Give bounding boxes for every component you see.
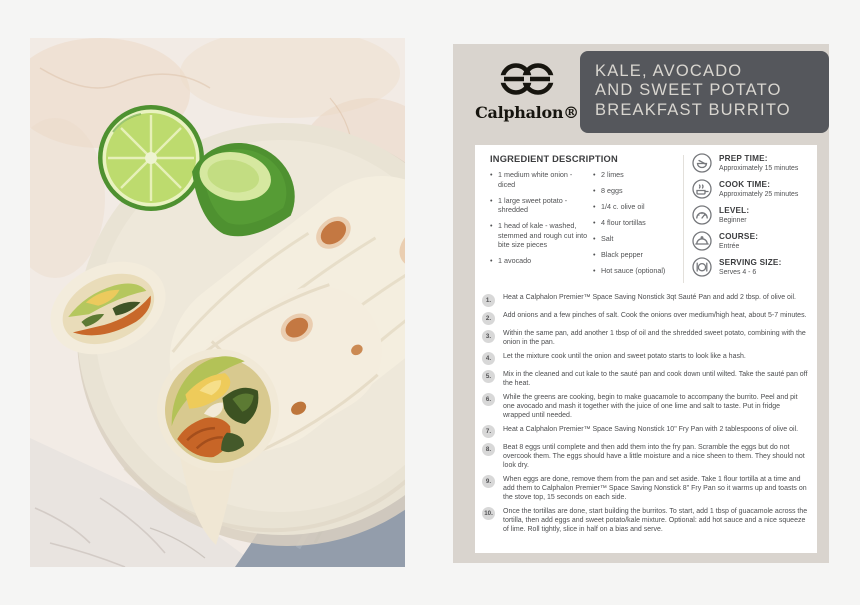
step-number-badge: 2.: [482, 312, 495, 325]
ingredients-heading: INGREDIENT DESCRIPTION: [490, 154, 618, 164]
brand-block: [475, 58, 579, 122]
ingredient-item: • 1/4 c. olive oil: [593, 202, 679, 212]
step-text: Heat a Calphalon Premier™ Space Saving Nonstick 10" Fry Pan with 2 tablespoons of olive oil.: [503, 425, 799, 433]
step-number-badge: 1.: [482, 294, 495, 307]
recipe-card: [475, 145, 817, 553]
ingredient-item: • Salt: [593, 234, 679, 244]
prep-time-icon: [692, 153, 712, 173]
calphalon-logo-icon: [499, 58, 555, 102]
step-number-badge: 7.: [482, 425, 495, 438]
instruction-step: [482, 370, 808, 388]
instruction-step: [482, 329, 808, 347]
instruction-step: [482, 393, 808, 420]
burrito-photo-illustration: [30, 38, 405, 567]
step-text: While the greens are cooking, begin to make guacamole to accompany the burrito. Peel and pit one avocado and mash it together with the juice of one lime and salt to taste. Put in fridge wrapped until needed.: [503, 393, 798, 419]
step-text: Within the same pan, add another 1 tbsp of oil and the shredded sweet potato, combining with the onion in the pan.: [503, 330, 806, 347]
info-value: Approximately 15 minutes: [719, 164, 799, 172]
brand-name: Calphalon®: [475, 103, 579, 122]
info-label: COURSE:: [719, 232, 759, 241]
vertical-divider: [683, 155, 684, 283]
ingredient-item: • 1 avocado: [490, 256, 591, 266]
step-number-badge: 5.: [482, 370, 495, 383]
instruction-step: [482, 293, 808, 307]
ingredient-item: • 1 large sweet potato - shredded: [490, 196, 591, 215]
info-label: LEVEL:: [719, 206, 750, 215]
step-number-badge: 9.: [482, 475, 495, 488]
info-label: SERVING SIZE:: [719, 258, 782, 267]
info-value: Entrée: [719, 242, 740, 250]
step-number-badge: 10.: [482, 507, 495, 520]
ingredient-item: • 8 eggs: [593, 186, 679, 196]
instruction-step: [482, 507, 808, 534]
step-text: When eggs are done, remove them from the pan and set aside. Take 1 flour tortilla at a time and add them to Calphalon Premier™ Space Saving Nonstick 8" Fry Pan so it warms up and toasts on the stove top, 15 seconds on each side.: [503, 475, 807, 501]
recipe-panel: [453, 44, 829, 563]
info-item-course: [692, 231, 812, 251]
instruction-step: [482, 475, 808, 502]
step-text: Heat a Calphalon Premier™ Space Saving Nonstick 3qt Sauté Pan and add 2 tbsp. of olive oil.: [503, 294, 797, 301]
step-number-badge: 8.: [482, 443, 495, 456]
ingredients-column-2: [593, 170, 679, 282]
course-icon: [692, 231, 712, 251]
info-item-level: [692, 205, 812, 225]
info-item-prep-time: [692, 153, 812, 173]
step-text: Mix in the cleaned and cut kale to the sauté pan and cook down until wilted. Take the sauté pan off the heat.: [503, 370, 808, 387]
step-text: Let the mixture cook until the onion and sweet potato starts to look like a hash.: [503, 352, 746, 360]
info-value: Approximately 25 minutes: [719, 190, 799, 198]
info-item-serving-size: [692, 257, 812, 277]
step-number-badge: 4.: [482, 352, 495, 365]
instruction-step: [482, 425, 808, 439]
serving-size-icon: [692, 257, 712, 277]
step-text: Beat 8 eggs until complete and then add them into the fry pan. Scramble the eggs but do not overcook them. The eggs should have a little moisture and a nice sheen to them. They should not look dry.: [503, 443, 805, 469]
title-line-3: BREAKFAST BURRITO: [595, 100, 791, 119]
ingredient-item: • Hot sauce (optional): [593, 266, 679, 276]
info-value: Serves 4 - 6: [719, 268, 757, 276]
info-label: COOK TIME:: [719, 180, 771, 189]
step-number-badge: 6.: [482, 393, 495, 406]
cook-time-icon: [692, 179, 712, 199]
recipe-info: [692, 153, 812, 283]
info-item-cook-time: [692, 179, 812, 199]
step-text: Add onions and a few pinches of salt. Cook the onions over medium/high heat, about 5-7 minutes.: [503, 312, 807, 319]
instructions-list: [482, 293, 808, 539]
ingredient-item: • Black pepper: [593, 250, 679, 260]
level-icon: [692, 205, 712, 225]
burrito-photo: [30, 38, 405, 567]
step-text: Once the tortillas are done, start building the burritos. To start, add 1 tbsp of guacamole across the tortilla, then add eggs and sweet potato/kale mixture. Optional: add hot sauce and a nice squeeze of lime. Roll tightly, slice in half on a bias and serve.: [503, 507, 808, 533]
ingredient-item: • 4 flour tortillas: [593, 218, 679, 228]
title-line-2: AND SWEET POTATO: [595, 81, 782, 100]
info-value: Beginner: [719, 216, 747, 224]
info-label: PREP TIME:: [719, 154, 768, 163]
ingredient-item: • 2 limes: [593, 170, 679, 180]
instruction-step: [482, 352, 808, 366]
ingredients-column-1: [490, 170, 591, 272]
ingredient-item: • 1 head of kale - washed, stemmed and rough cut into bite size pieces: [490, 221, 591, 250]
title-line-1: KALE, AVOCADO: [595, 62, 743, 80]
step-number-badge: 3.: [482, 330, 495, 343]
ingredient-item: • 1 medium white onion - diced: [490, 170, 591, 189]
recipe-title: [580, 51, 829, 133]
instruction-step: [482, 311, 808, 325]
instruction-step: [482, 443, 808, 470]
